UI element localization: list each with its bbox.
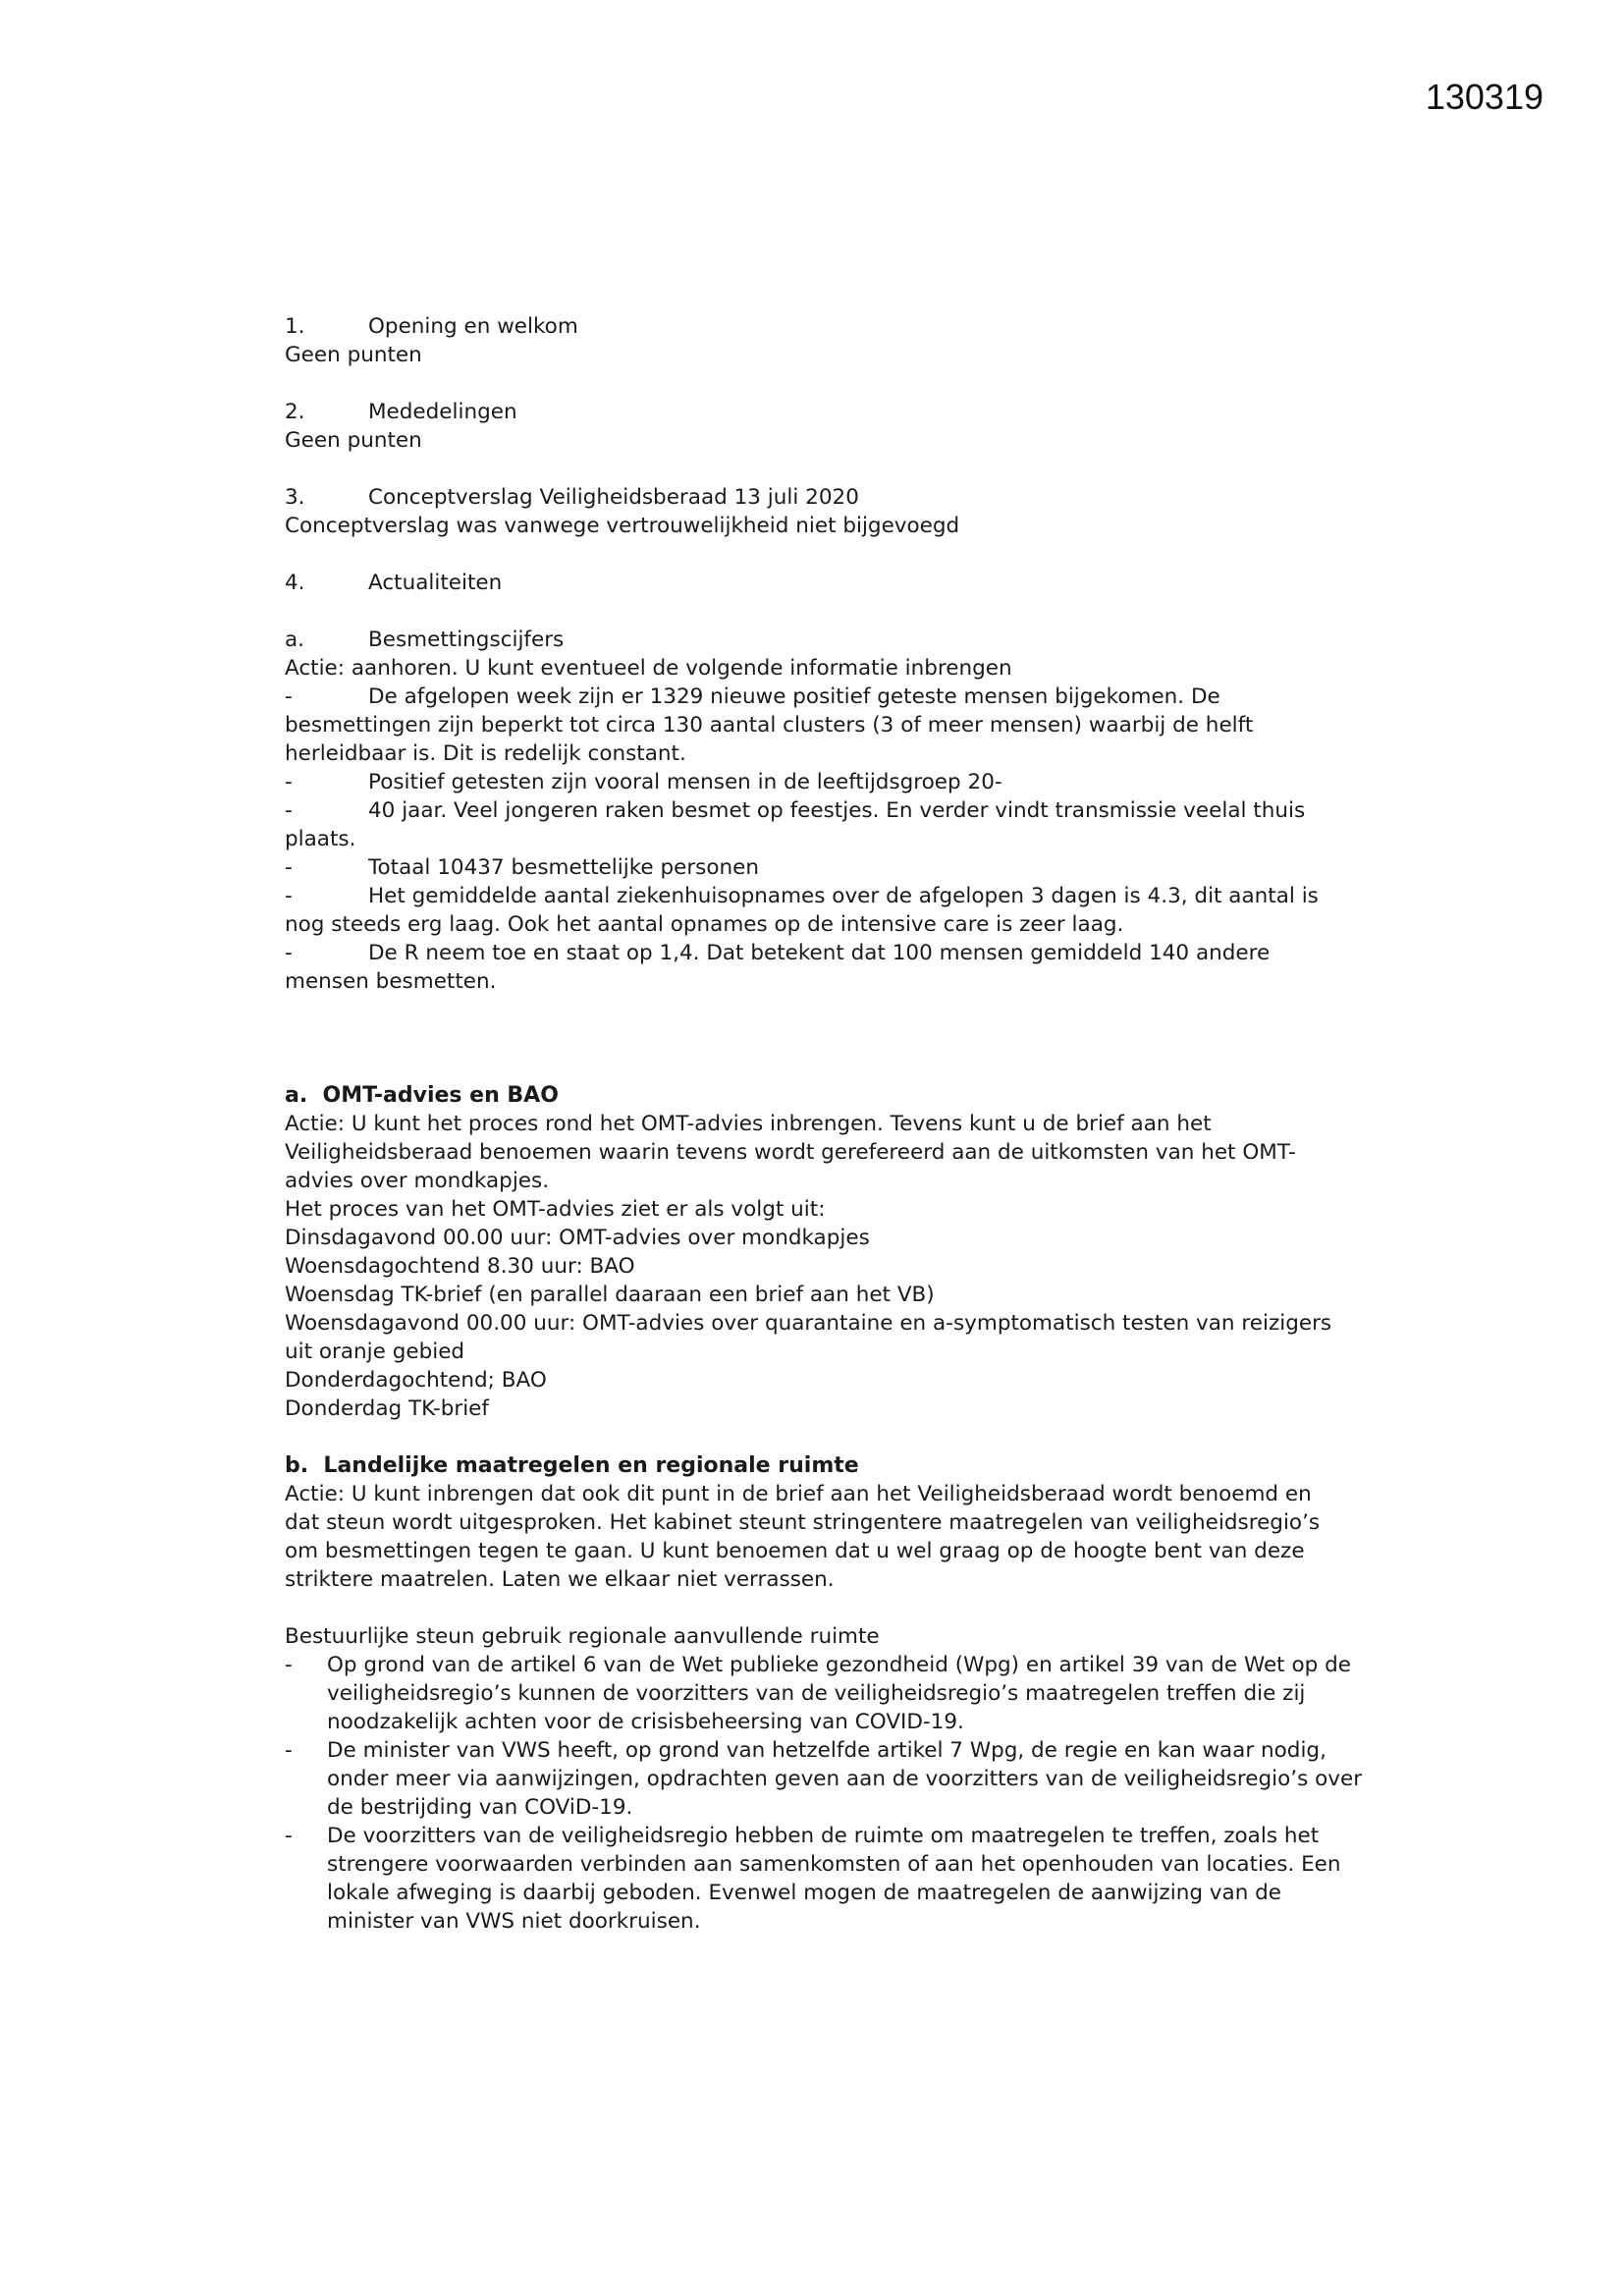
landelijk-line: Actie: U kunt inbrengen dat ook dit punt in de brief aan het Veiligheidsberaad wordt benoemd en: [285, 1482, 1312, 1506]
list-item: [285, 1651, 1365, 1736]
agenda-item-body: Geen punten: [285, 428, 422, 453]
list-item: [285, 796, 1365, 825]
list-dash: -: [285, 798, 293, 823]
sub-item-letter: a.: [285, 628, 305, 652]
section-heading-landelijke-maatregelen: b. Landelijke maatregelen en regionale ruimte: [285, 1453, 859, 1478]
list-dash: -: [285, 1653, 293, 1677]
agenda-item-title: Actualiteiten: [368, 571, 503, 595]
list-item-text: Op grond van de artikel 6 van de Wet publieke gezondheid (Wpg) en artikel 39 van de Wet op de veiligheidsregio’s kunnen de voorzitters van de veiligheidsregio’s maatregelen treffen die zij noodzakelijk achten voor de crisisbeheersing van COVID-19.: [327, 1653, 1351, 1734]
omt-line: advies over mondkapjes.: [285, 1169, 550, 1193]
list-dash: -: [285, 884, 293, 908]
omt-line: Woensdagochtend 8.30 uur: BAO: [285, 1254, 635, 1279]
list-item-continuation: plaats.: [285, 827, 356, 851]
list-item-text: Het gemiddelde aantal ziekenhuisopnames over de afgelopen 3 dagen is 4.3, dit aantal is: [368, 884, 1319, 908]
omt-line: Donderdagochtend; BAO: [285, 1368, 547, 1393]
list-item: [285, 1822, 1365, 1936]
list-dash: -: [285, 855, 293, 880]
list-dash: -: [285, 770, 293, 794]
sub-item-besmettingscijfers: [285, 626, 1365, 654]
list-dash: -: [285, 1824, 293, 1848]
list-item-continuation: besmettingen zijn beperkt tot circa 130 aantal clusters (3 of meer mensen) waarbij de helft herleidbaar is. Dit is redelijk constant.: [285, 713, 1261, 766]
action-line: Actie: aanhoren. U kunt eventueel de volgende informatie inbrengen: [285, 656, 1012, 681]
list-item-text: De voorzitters van de veiligheidsregio hebben de ruimte om maatregelen te treffen, zoals het strengere voorwaarden verbinden aan samenkomsten of aan het openhouden van locaties. Een lokale afweging is daarbij geboden. Evenwel mogen de maatregelen de aanwijzing van de minister van VWS niet doorkruisen.: [327, 1824, 1341, 1934]
list-item-continuation: mensen besmetten.: [285, 969, 497, 994]
list-item-text: Positief getesten zijn vooral mensen in de leeftijdsgroep 20-: [368, 770, 1002, 794]
list-item-text: De afgelopen week zijn er 1329 nieuwe positief geteste mensen bijgekomen. De: [368, 684, 1220, 709]
agenda-item-3: [285, 483, 1365, 512]
agenda-item-number: 4.: [285, 571, 305, 595]
sub-item-title: Besmettingscijfers: [368, 628, 565, 652]
list-item-text: De R neem toe en staat op 1,4. Dat betekent dat 100 mensen gemiddeld 140 andere: [368, 941, 1271, 965]
landelijk-line: striktere maatrelen. Laten we elkaar niet verrassen.: [285, 1567, 835, 1592]
omt-line: Dinsdagavond 00.00 uur: OMT-advies over mondkapjes: [285, 1226, 870, 1250]
list-item: [285, 683, 1365, 711]
list-item: [285, 882, 1365, 910]
list-dash: -: [285, 941, 293, 965]
agenda-item-title: Conceptverslag Veiligheidsberaad 13 juli 2020: [368, 485, 859, 510]
list-dash: -: [285, 1738, 293, 1763]
agenda-item-number: 2.: [285, 400, 305, 424]
agenda-item-title: Opening en welkom: [368, 314, 578, 339]
list-item: [285, 768, 1365, 796]
list-item: [285, 1736, 1365, 1822]
agenda-item-body: Geen punten: [285, 343, 422, 367]
list-item: [285, 853, 1365, 882]
list-item-text: 40 jaar. Veel jongeren raken besmet op feestjes. En verder vindt transmissie veelal thuis: [368, 798, 1306, 823]
document-id: 130319: [1425, 77, 1543, 117]
agenda-item-4: [285, 569, 1365, 597]
list-item: [285, 939, 1365, 967]
agenda-item-2: [285, 398, 1365, 426]
list-item-text: Totaal 10437 besmettelijke personen: [368, 855, 760, 880]
landelijk-line: om besmettingen tegen te gaan. U kunt benoemen dat u wel graag op de hoogte bent van deze: [285, 1539, 1305, 1563]
list-item-text: De minister van VWS heeft, op grond van hetzelfde artikel 7 Wpg, de regie en kan waar nodig, onder meer via aanwijzingen, opdrachten geven aan de voorzitters van de veiligheidsregio’s over de bestrijding van COViD-19.: [327, 1738, 1363, 1820]
list-item-continuation: nog steeds erg laag. Ook het aantal opnames op de intensive care is zeer laag.: [285, 912, 1124, 937]
omt-line: Actie: U kunt het proces rond het OMT-advies inbrengen. Tevens kunt u de brief aan het: [285, 1112, 1212, 1136]
omt-line: uit oranje gebied: [285, 1339, 465, 1364]
omt-line: Veiligheidsberaad benoemen waarin tevens wordt gerefereerd aan de uitkomsten van het OMT-: [285, 1140, 1296, 1165]
list-dash: -: [285, 684, 293, 709]
document-body: [285, 312, 1365, 1936]
agenda-item-1: [285, 312, 1365, 341]
omt-line: Woensdag TK-brief (en parallel daaraan een brief aan het VB): [285, 1283, 935, 1307]
agenda-item-number: 1.: [285, 314, 305, 339]
agenda-item-title: Mededelingen: [368, 400, 517, 424]
landelijk-line: dat steun wordt uitgesproken. Het kabinet steunt stringentere maatregelen van veiligheidsregio’s: [285, 1510, 1321, 1535]
omt-line: Donderdag TK-brief: [285, 1396, 489, 1421]
agenda-item-body: Conceptverslag was vanwege vertrouwelijkheid niet bijgevoegd: [285, 514, 960, 538]
omt-line: Het proces van het OMT-advies ziet er als volgt uit:: [285, 1197, 826, 1222]
subsection-title: Bestuurlijke steun gebruik regionale aanvullende ruimte: [285, 1624, 880, 1649]
agenda-item-number: 3.: [285, 485, 305, 510]
omt-line: Woensdagavond 00.00 uur: OMT-advies over quarantaine en a-symptomatisch testen van reizigers: [285, 1311, 1332, 1336]
section-heading-omt-advies: a. OMT-advies en BAO: [285, 1083, 559, 1108]
